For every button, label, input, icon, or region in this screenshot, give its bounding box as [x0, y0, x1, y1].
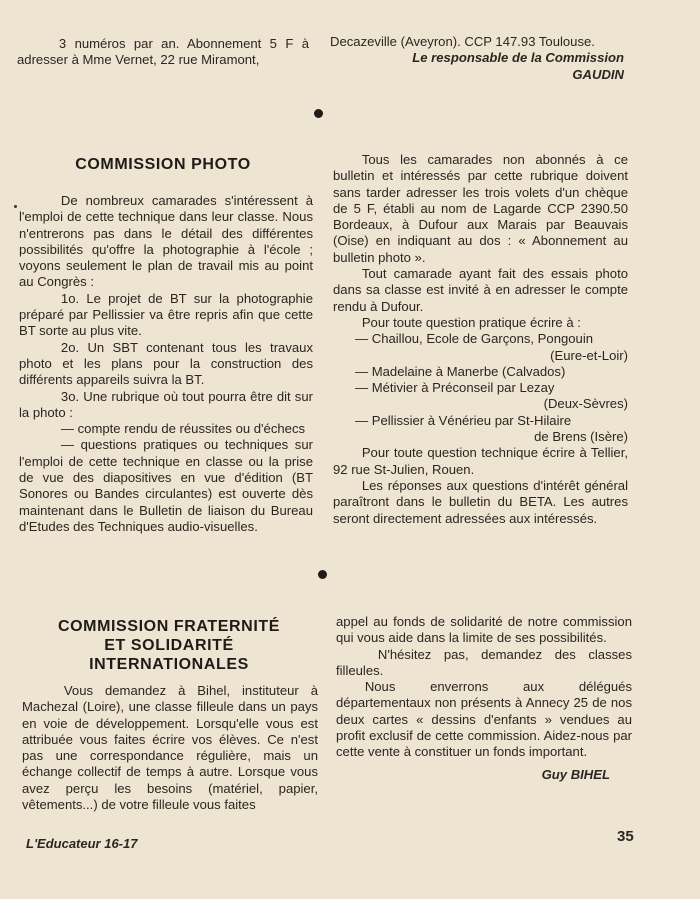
contact-item: — Madelaine à Manerbe (Calvados): [355, 363, 566, 379]
frat-right-para-3: Nous enverrons aux délégués départementaux non présents à Annecy 25 de nos deux cartes « dessins d'enfants » vendues au profit exclusif de cette commission. Aidez-nous par cette vente à constituer un fonds important.: [336, 679, 632, 760]
top-right-block: [330, 34, 624, 83]
frat-right-para-2: N'hésitez pas, demandez des classes filleules.: [336, 646, 632, 678]
frat-title-line-1: COMMISSION FRATERNITÉ: [57, 618, 281, 635]
journal-title: L'Educateur 16-17: [26, 836, 138, 851]
contact-place: (Deux-Sèvres): [543, 396, 628, 412]
contact-item: — Métivier à Préconseil par Lezay: [355, 380, 555, 396]
photo-para-3: 2o. Un SBT contenant tous les travaux photo et les plans pour la construction des différents appareils suivra la BT.: [19, 339, 313, 388]
contact-place: de Brens (Isère): [534, 429, 628, 445]
contact-item: — Chaillou, Ecole de Garçons, Pongouin: [355, 331, 594, 347]
frat-right-column: [336, 614, 632, 783]
frat-title-line-3: INTERNATIONALES: [89, 656, 249, 673]
page-number: 35: [617, 828, 634, 845]
frat-right-para-1: appel au fonds de solidarité de notre commission qui vous aide dans la limite de ses possibilités.: [336, 614, 632, 646]
photo-left-column: [19, 193, 313, 535]
frat-title-line-2: ET SOLIDARITÉ: [104, 637, 234, 654]
frat-signature: Guy BIHEL: [541, 766, 610, 782]
signature-line-1: Le responsable de la Commission: [412, 50, 624, 66]
separator-bullet: [314, 109, 323, 118]
contact-list: [333, 331, 628, 445]
photo-para-5: — compte rendu de réussites ou d'échecs: [60, 421, 306, 437]
separator-bullet: [318, 570, 327, 579]
photo-para-4: 3o. Une rubrique où tout pourra être dit sur la photo :: [19, 388, 313, 420]
photo-title: COMMISSION PHOTO: [75, 156, 251, 173]
print-speck: [14, 205, 17, 208]
contact-place: (Eure-et-Loir): [550, 347, 628, 363]
photo-right-para-2: Tout camarade ayant fait des essais photo dans sa classe est invité à en adresser le compte rendu à Dufour.: [333, 266, 628, 314]
photo-para-1: De nombreux camarades s'intéressent à l'emploi de cette technique dans leur classe. Nous n'entrerons pas dans le détail des différentes possibilités qu'offre la photographie à l'école ; voyons seulement le plan de travail mis au point au Congrès :: [19, 193, 313, 290]
photo-right-para-5: Les réponses aux questions d'intérêt général paraîtront dans le bulletin du BETA. Les autres seront directement adressées aux intéressés.: [333, 477, 628, 526]
photo-para-2: 1o. Le projet de BT sur la photographie préparé par Pellissier va être repris afin que cette BT sorte au plus vite.: [19, 290, 313, 339]
frat-left-column: [22, 683, 318, 813]
top-left-text: 3 numéros par an. Abonnement 5 F à adresser à Mme Vernet, 22 rue Miramont,: [17, 36, 309, 68]
photo-right-para-4: Pour toute question technique écrire à Tellier, 92 rue St-Julien, Rouen.: [333, 445, 628, 477]
contact-item: — Pellissier à Vénérieu par St-Hilaire: [355, 412, 572, 428]
photo-right-para-1: Tous les camarades non abonnés à ce bulletin et intéressés par cette rubrique doivent sans tarder adresser les trois volets d'un chèque de 5 F, établi au nom de Lagarde CCP 2390.50 Bordeaux, à Dufour aux Marais par Beauvais (Oise) en indiquant au dos : « Abonnement au bulletin photo ».: [333, 152, 628, 265]
frat-left-para: Vous demandez à Bihel, instituteur à Machezal (Loire), une classe filleule dans un pays en voie de développement. Lorsqu'elle vous est attribuée vous faites écrire vos élèves. Ce n'est pas une correspondance régulière, mais un échange collectif de temps à autre. Lorsque vous avez perçu les besoins (matériel, papier, vêtements...) de votre filleule vous faites: [22, 683, 318, 813]
photo-right-para-3: Pour toute question pratique écrire à :: [361, 314, 581, 330]
top-right-text: Decazeville (Aveyron). CCP 147.93 Toulouse.: [330, 34, 595, 49]
photo-right-column: [333, 152, 628, 527]
signature-line-2: GAUDIN: [572, 66, 624, 82]
frat-title: [38, 617, 300, 674]
photo-para-6: — questions pratiques ou techniques sur l'emploi de cette technique en classe ou la prise de vue des diapositives en vue d'édition (BT Sonores ou Bandes circulantes) est ouverte dès maintenant dans le Bulletin de liaison du Bureau d'Etudes des Techniques audio-visuelles.: [19, 437, 313, 534]
